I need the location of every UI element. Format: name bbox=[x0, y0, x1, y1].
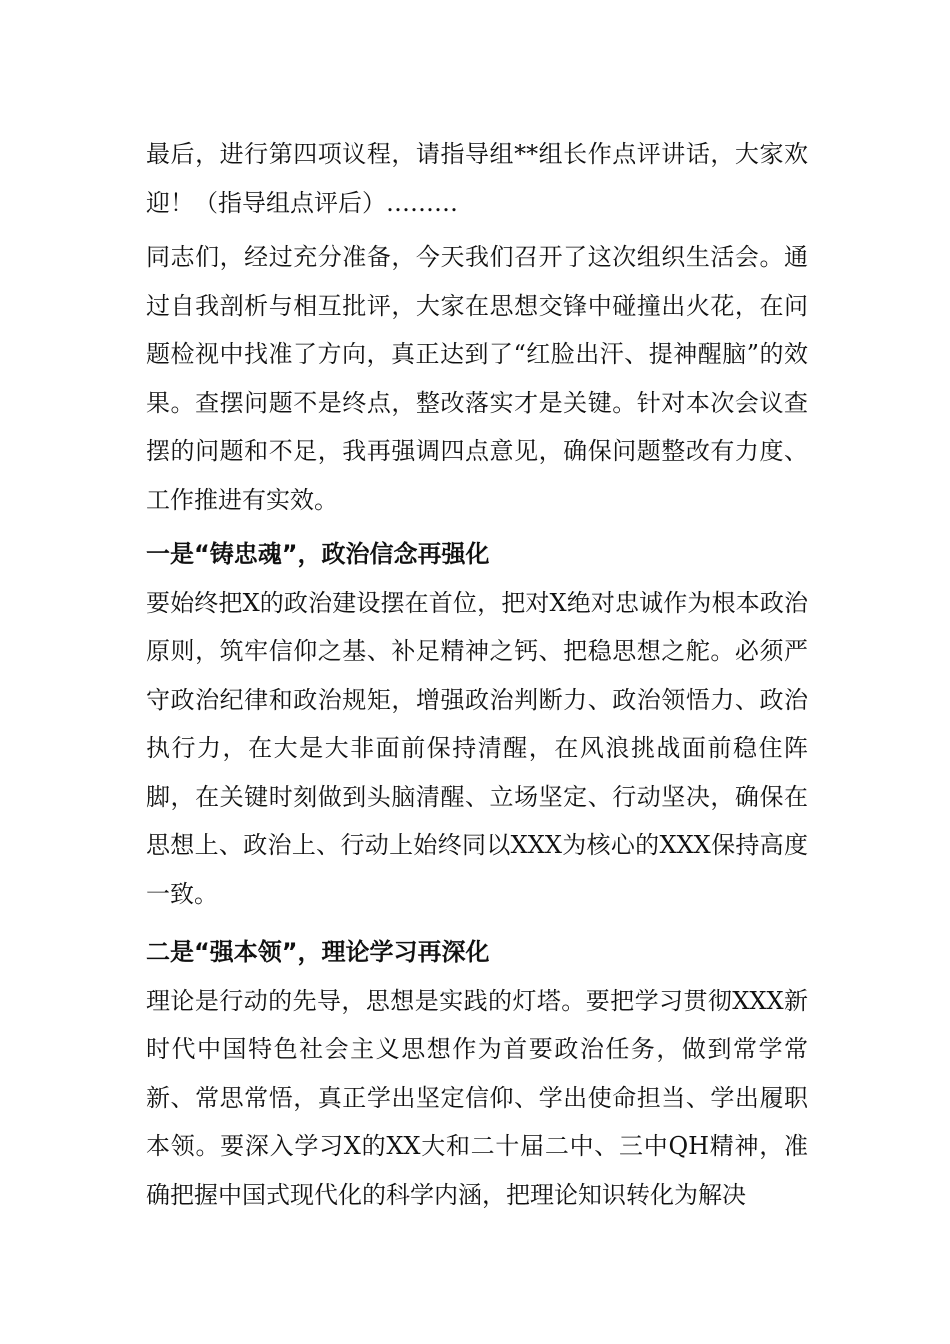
document-body bbox=[146, 130, 808, 1219]
paragraph-point-one: 要始终把X的政治建设摆在首位，把对X绝对忠诚作为根本政治原则，筑牢信仰之基、补足精神之钙、把稳思想之舵。必须严守政治纪律和政治规矩，增强政治判断力、政治领悟力、政治执行力，在大是大非面前保持清醒，在风浪挑战面前稳住阵脚，在关键时刻做到头脑清醒、立场坚定、行动坚决，确保在思想上、政治上、行动上始终同以XXX为核心的XXX保持高度一致。 bbox=[146, 588, 808, 908]
paragraph-introduction: 同志们，经过充分准备，今天我们召开了这次组织生活会。通过自我剖析与相互批评，大家在思想交锋中碰撞出火花，在问题检视中找准了方向，真正达到了“红脸出汗、提神醒脑”的效果。查摆问题不是终点，整改落实才是关键。针对本次会议查摆的问题和不足，我再强调四点意见，确保问题整改有力度、工作推进有实效。 bbox=[146, 243, 808, 514]
paragraph-point-two: 理论是行动的先导，思想是实践的灯塔。要把学习贯彻XXX新时代中国特色社会主义思想作为首要政治任务，做到常学常新、常思常悟，真正学出坚定信仰、学出使命担当、学出履职本领。要深入学习X的XX大和二十届二中、三中QH精神，准确把握中国式现代化的科学内涵，把理论知识转化为解决 bbox=[146, 986, 808, 1209]
heading-point-one: 一是“铸忠魂”，政治信念再强化 bbox=[146, 540, 490, 568]
paragraph-agenda-closing: 最后，进行第四项议程，请指导组**组长作点评讲话，大家欢迎！（指导组点评后）……… bbox=[146, 140, 808, 217]
heading-point-two: 二是“强本领”，理论学习再深化 bbox=[146, 938, 490, 966]
